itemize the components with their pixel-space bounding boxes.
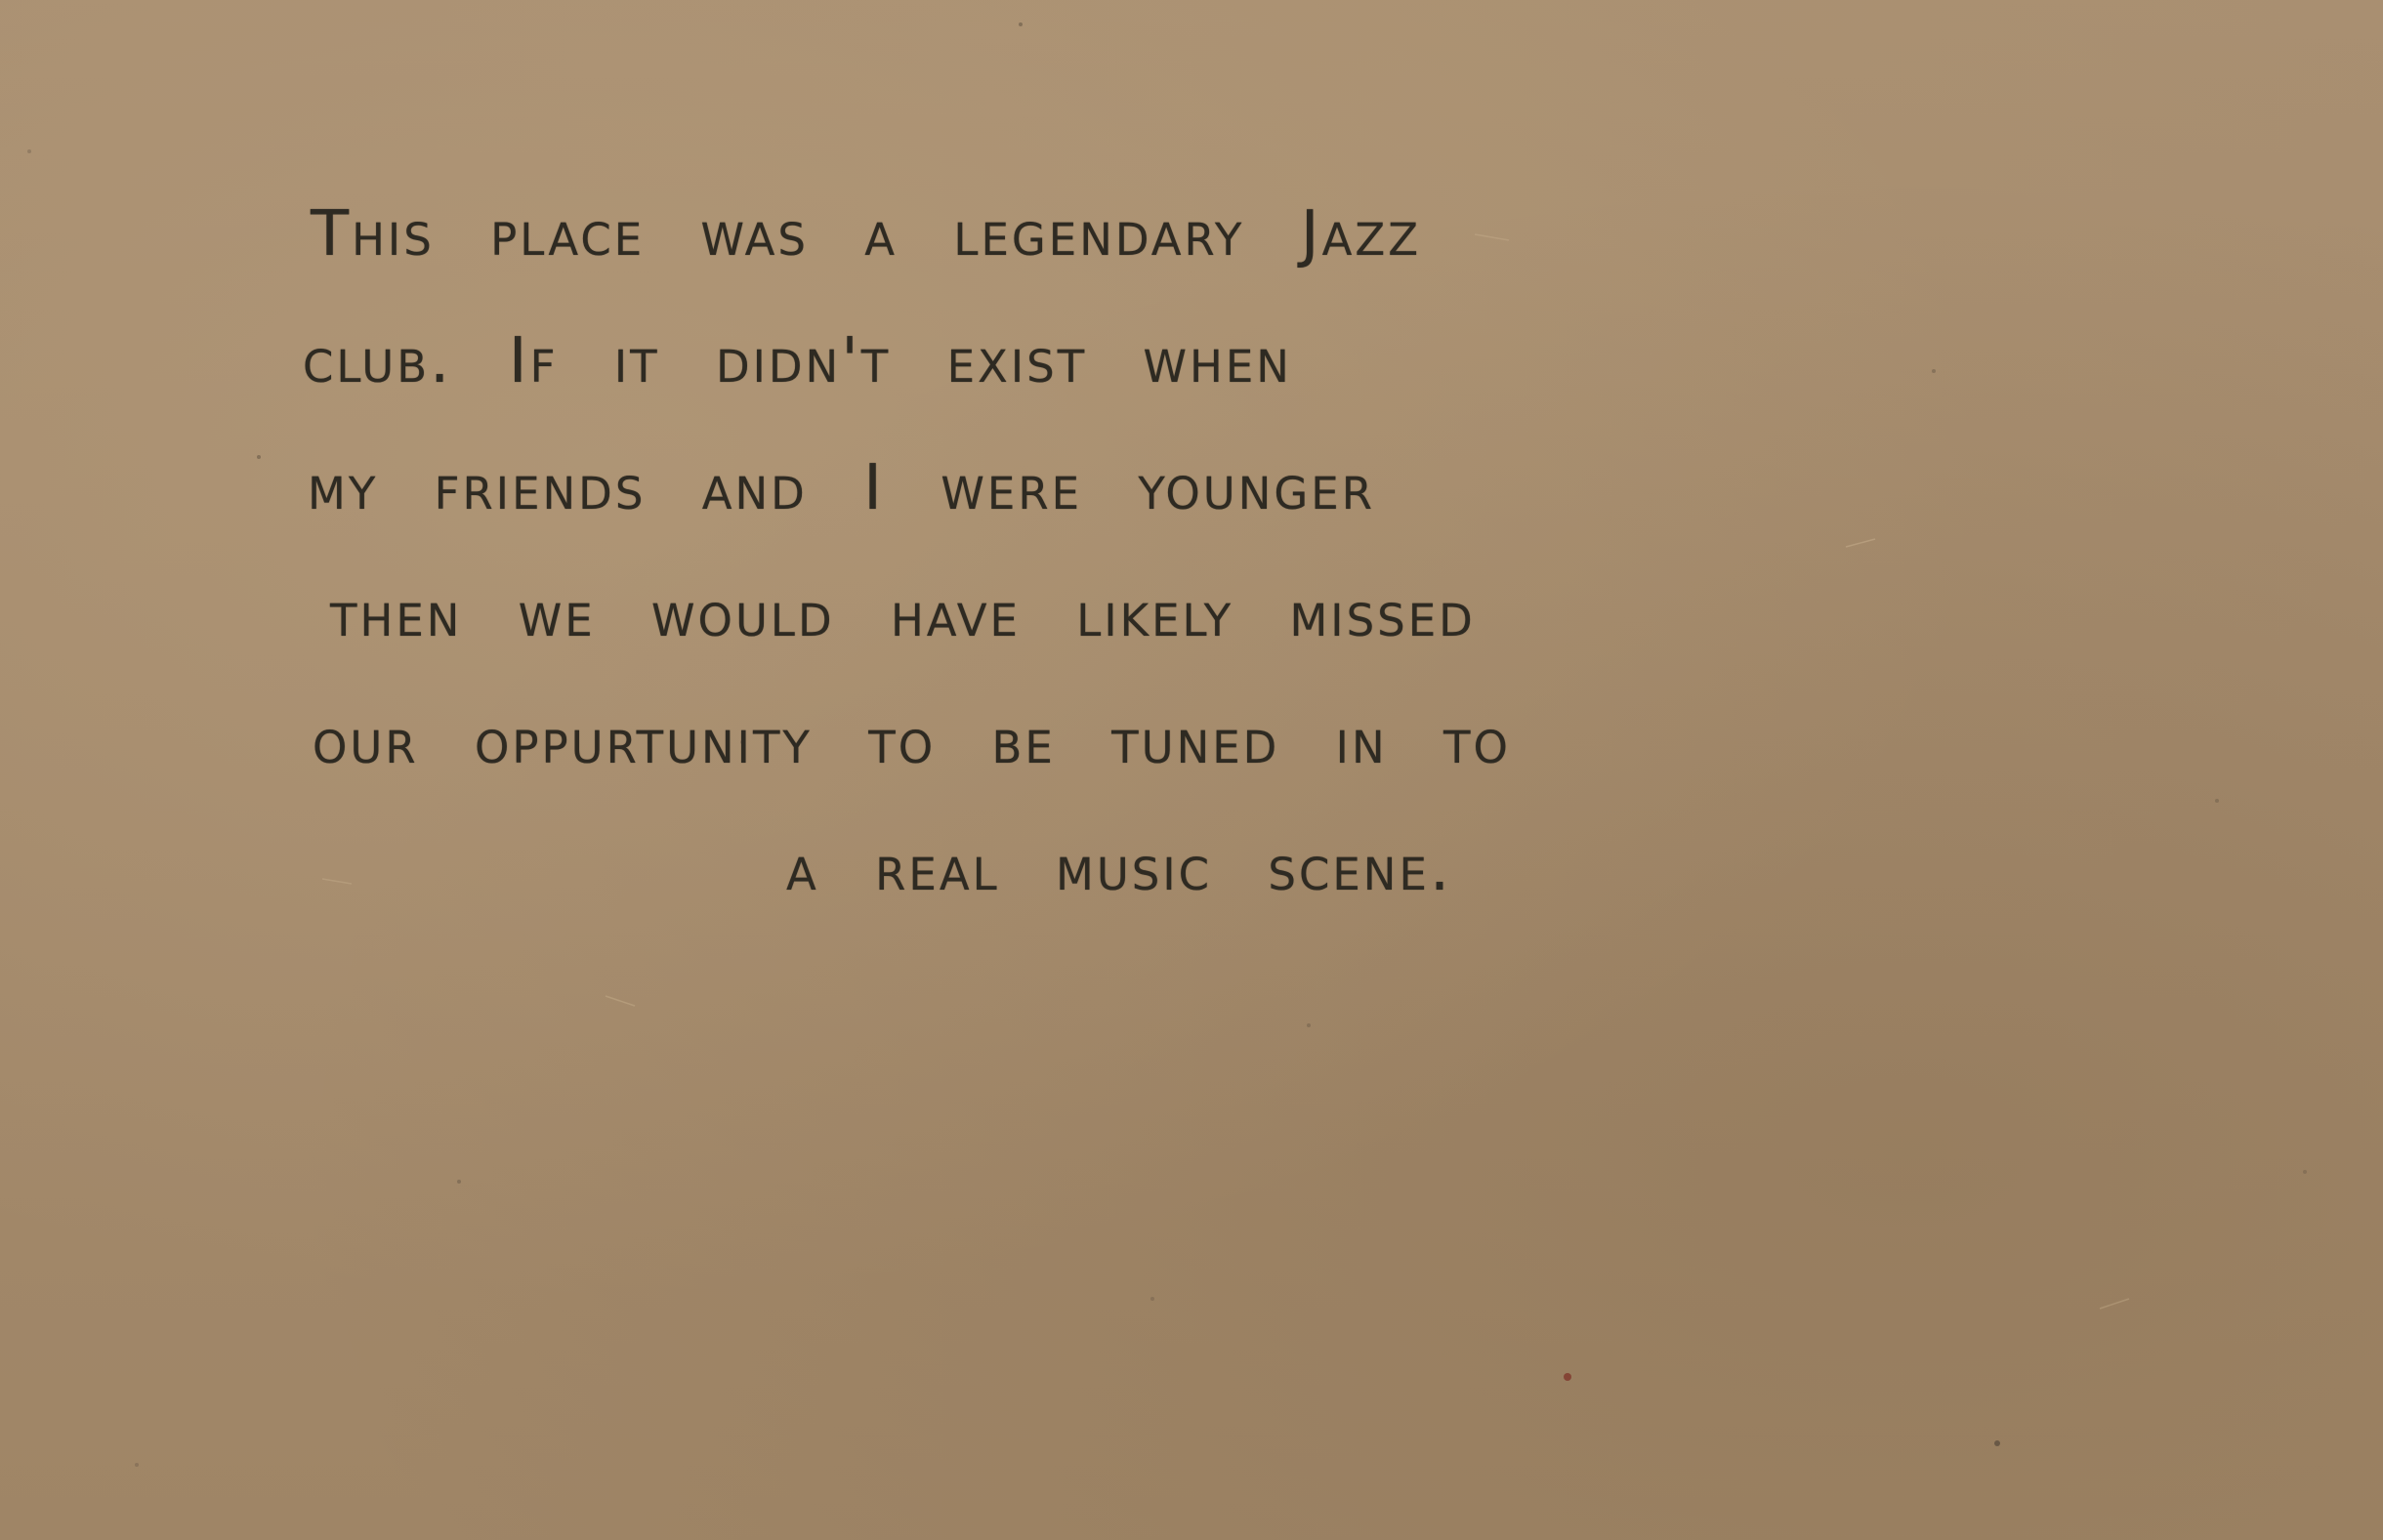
note-line: a real music scene. [786, 833, 1453, 905]
handwritten-note [293, 171, 2031, 933]
paper-speck [257, 455, 261, 459]
paper-speck [1307, 1023, 1311, 1027]
paper-speck [1564, 1373, 1571, 1381]
paper-fiber [2100, 1299, 2129, 1309]
note-line: This place was a legendary Jazz [311, 198, 1422, 271]
paper-speck [2215, 799, 2219, 803]
paper-speck [135, 1463, 139, 1467]
paper-speck [2303, 1170, 2307, 1174]
paper-speck [1150, 1297, 1154, 1301]
paper-fiber [606, 996, 635, 1006]
note-line: our oppurtunity to be tuned in to [313, 706, 1511, 778]
paper-speck [457, 1180, 461, 1184]
paper-speck [1019, 22, 1023, 26]
paper-speck [1994, 1440, 2000, 1446]
note-line: then we would have likely missed [330, 579, 1476, 651]
note-line: my friends and I were younger [308, 452, 1375, 524]
paper-speck [27, 149, 31, 153]
note-line: club. If it didn't exist when [303, 325, 1292, 397]
